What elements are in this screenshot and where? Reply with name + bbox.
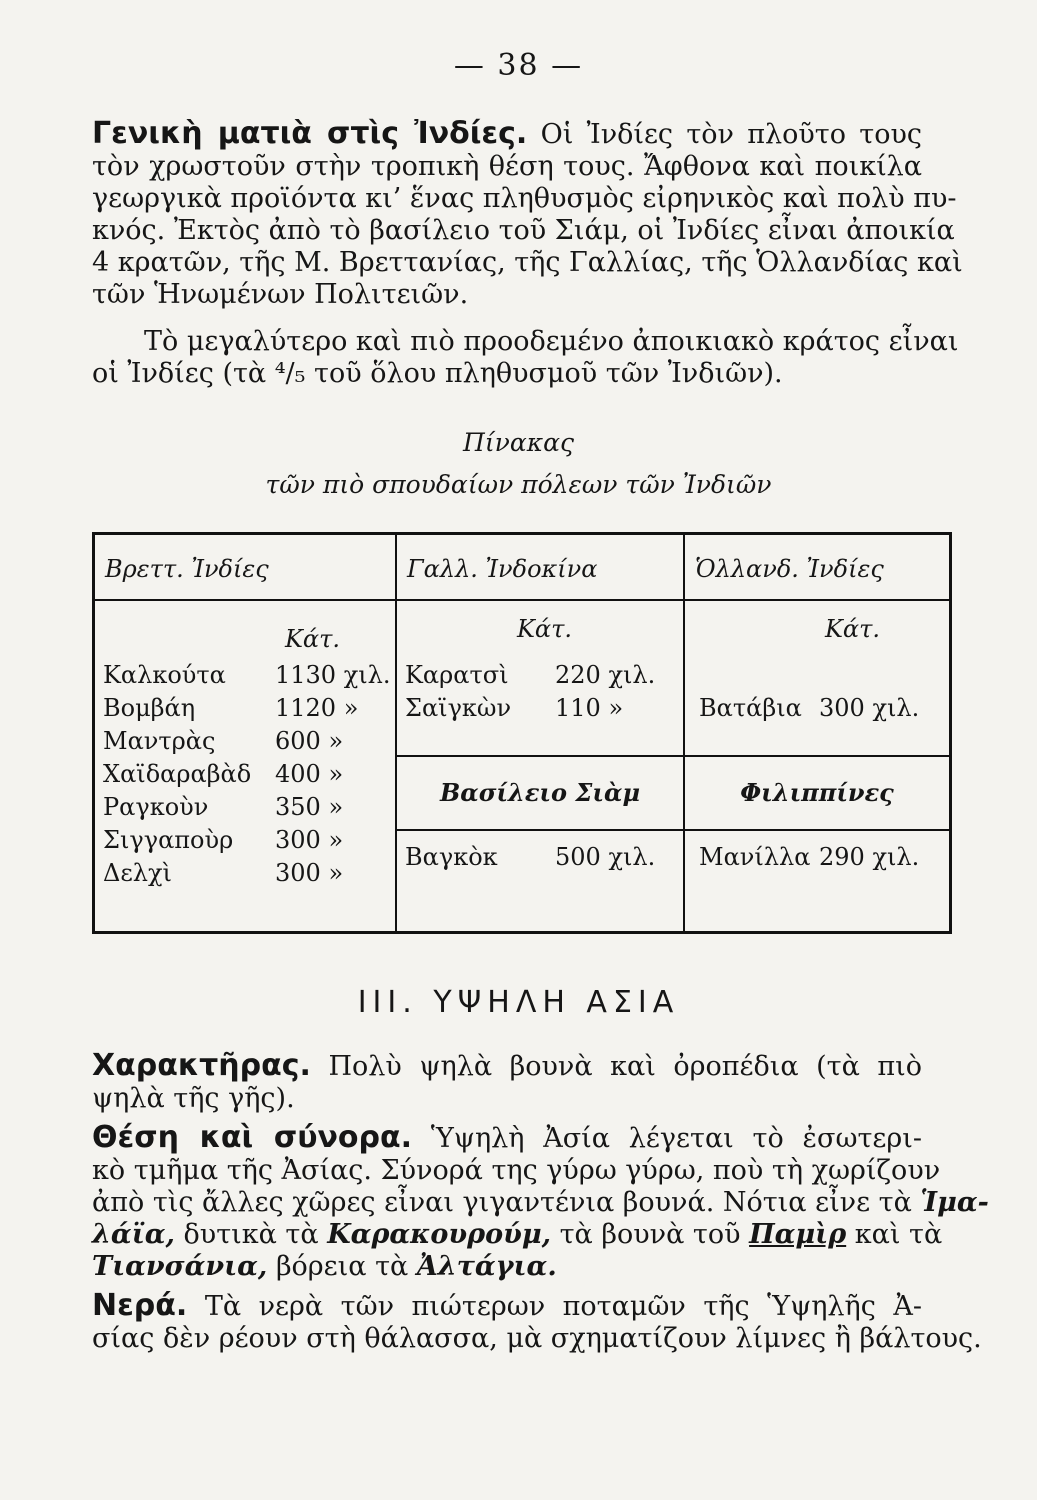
- table-row: Βομβάη 1120 »: [103, 694, 359, 722]
- unit-label: Κάτ.: [517, 615, 573, 643]
- waters-heading: Νερά.: [92, 1288, 188, 1323]
- dutch-indies-cell: [684, 600, 951, 933]
- india-overview-line-6: τῶν Ἡνωμένων Πολιτειῶν.: [92, 279, 469, 310]
- asia-waters-line-2: σίας δὲν ρέουν στὴ θάλασσα, μὰ σχηματίζουν λίμνες ἢ βάλτους.: [92, 1323, 982, 1354]
- page-number: — 38 —: [453, 48, 584, 83]
- table-row: Βαγκὸκ 500 χιλ.: [405, 843, 656, 871]
- table-header-row: [94, 534, 951, 601]
- table-row: Δελχὶ 300 »: [103, 859, 344, 887]
- table-caption-title: Πίνακας: [463, 428, 574, 457]
- table-row: Βατάβια 300 χιλ.: [699, 694, 920, 722]
- asia-character-line-1: Χαρακτῆρας. Πολὺ ψηλὰ βουνὰ καὶ ὀροπέδια (τὰ πιὸ: [92, 1048, 922, 1083]
- table-body-row: [94, 600, 951, 933]
- philippines-subheader: Φιλιππίνες: [685, 755, 949, 831]
- high-asia-section-title: ΙΙΙ. ΥΨΗΛΗ ΑΣΙΑ: [357, 985, 680, 1020]
- asia-position-paragraph: [92, 1120, 989, 1283]
- asia-position-line-5: Τιανσάνια, βόρεια τὰ Ἀλτάγια.: [92, 1251, 557, 1282]
- india-colonial-paragraph: [92, 326, 959, 390]
- table-caption-subtitle: τῶν πιὸ σπουδαίων πόλεων τῶν Ἰνδιῶν: [265, 470, 772, 499]
- siam-subheader: Βασίλειο Σιὰμ: [397, 755, 683, 831]
- asia-position-line-4: λάϊα, δυτικὰ τὰ Καρακουρούμ, τὰ βουνὰ τοῦ Παμὶρ καὶ τὰ: [92, 1219, 943, 1250]
- cities-table: [92, 532, 952, 934]
- india-overview-paragraph: [92, 116, 963, 311]
- col-header-dutch-indies: Ὁλλανδ. Ἰνδίες: [684, 534, 951, 601]
- india-colonial-line-1: Τὸ μεγαλύτερο καὶ πιὸ προοδεμένο ἀποικιακὸ κράτος εἶναι: [144, 326, 959, 357]
- british-india-cell: [94, 600, 397, 933]
- asia-waters-paragraph: [92, 1288, 982, 1355]
- india-overview-line-5: 4 κρατῶν, τῆς Μ. Βρεττανίας, τῆς Γαλλίας, τῆς Ὁλλανδίας καὶ: [92, 247, 963, 278]
- table-row: Μαντρὰς 600 »: [103, 727, 344, 755]
- table-row: Καρατσὶ 220 χιλ.: [405, 661, 656, 689]
- table-row: Μανίλλα 290 χιλ.: [699, 843, 920, 871]
- table-row: Σαϊγκὼν 110 »: [405, 694, 624, 722]
- asia-position-line-3: ἀπὸ τὶς ἄλλες χῶρες εἶναι γιγαντένια βουνά. Νότια εἶνε τὰ Ἱμα-: [92, 1187, 989, 1218]
- india-colonial-line-2: οἱ Ἰνδίες (τὰ ⁴/₅ τοῦ ὅλου πληθυσμοῦ τῶν Ἰνδιῶν).: [92, 358, 783, 389]
- asia-position-line-2: κὸ τμῆμα τῆς Ἀσίας. Σύνορά της γύρω γύρω, ποὺ τὴ χωρίζουν: [92, 1155, 941, 1186]
- col-header-british-india: Βρεττ. Ἰνδίες: [94, 534, 397, 601]
- india-overview-line-2: τὸν χρωστοῦν στὴν τροπικὴ θέση τους. Ἄφθονα καὶ ποικίλα: [92, 151, 922, 182]
- asia-character-line-2: ψηλὰ τῆς γῆς).: [92, 1083, 295, 1114]
- asia-character-paragraph: [92, 1050, 922, 1115]
- table-row: Χαϊδαραβὰδ 400 »: [103, 760, 344, 788]
- asia-waters-line-1: Νερά. Τὰ νερὰ τῶν πιώτερων ποταμῶν τῆς Ὑψηλῆς Ἀ-: [92, 1288, 923, 1323]
- french-indochina-cell: [396, 600, 684, 933]
- unit-label: Κάτ.: [285, 625, 341, 653]
- position-heading: Θέση καὶ σύνορα.: [92, 1120, 413, 1155]
- india-overview-line-3: γεωργικὰ προϊόντα κι’ ἕνας πληθυσμὸς εἰρηνικὸς καὶ πολὺ πυ-: [92, 183, 957, 214]
- india-overview-heading: Γενικὴ ματιὰ στὶς Ἰνδίες.: [92, 116, 528, 151]
- unit-label: Κάτ.: [825, 615, 881, 643]
- character-heading: Χαρακτῆρας.: [92, 1048, 311, 1083]
- table-row: Καλκούτα 1130 χιλ.: [103, 661, 391, 689]
- table-row: Σιγγαποὺρ 300 »: [103, 826, 344, 854]
- india-overview-line-1: Γενικὴ ματιὰ στὶς Ἰνδίες. Οἱ Ἰνδίες τὸν πλοῦτο τους: [92, 116, 922, 151]
- india-overview-line-4: κνός. Ἐκτὸς ἀπὸ τὸ βασίλειο τοῦ Σιάμ, οἱ Ἰνδίες εἶναι ἀποικία: [92, 215, 955, 246]
- asia-position-line-1: Θέση καὶ σύνορα. Ὑψηλὴ Ἀσία λέγεται τὸ ἐσωτερι-: [92, 1120, 922, 1155]
- table-row: Ραγκοὺν 350 »: [103, 793, 344, 821]
- col-header-french-indochina: Γαλλ. Ἰνδοκίνα: [396, 534, 684, 601]
